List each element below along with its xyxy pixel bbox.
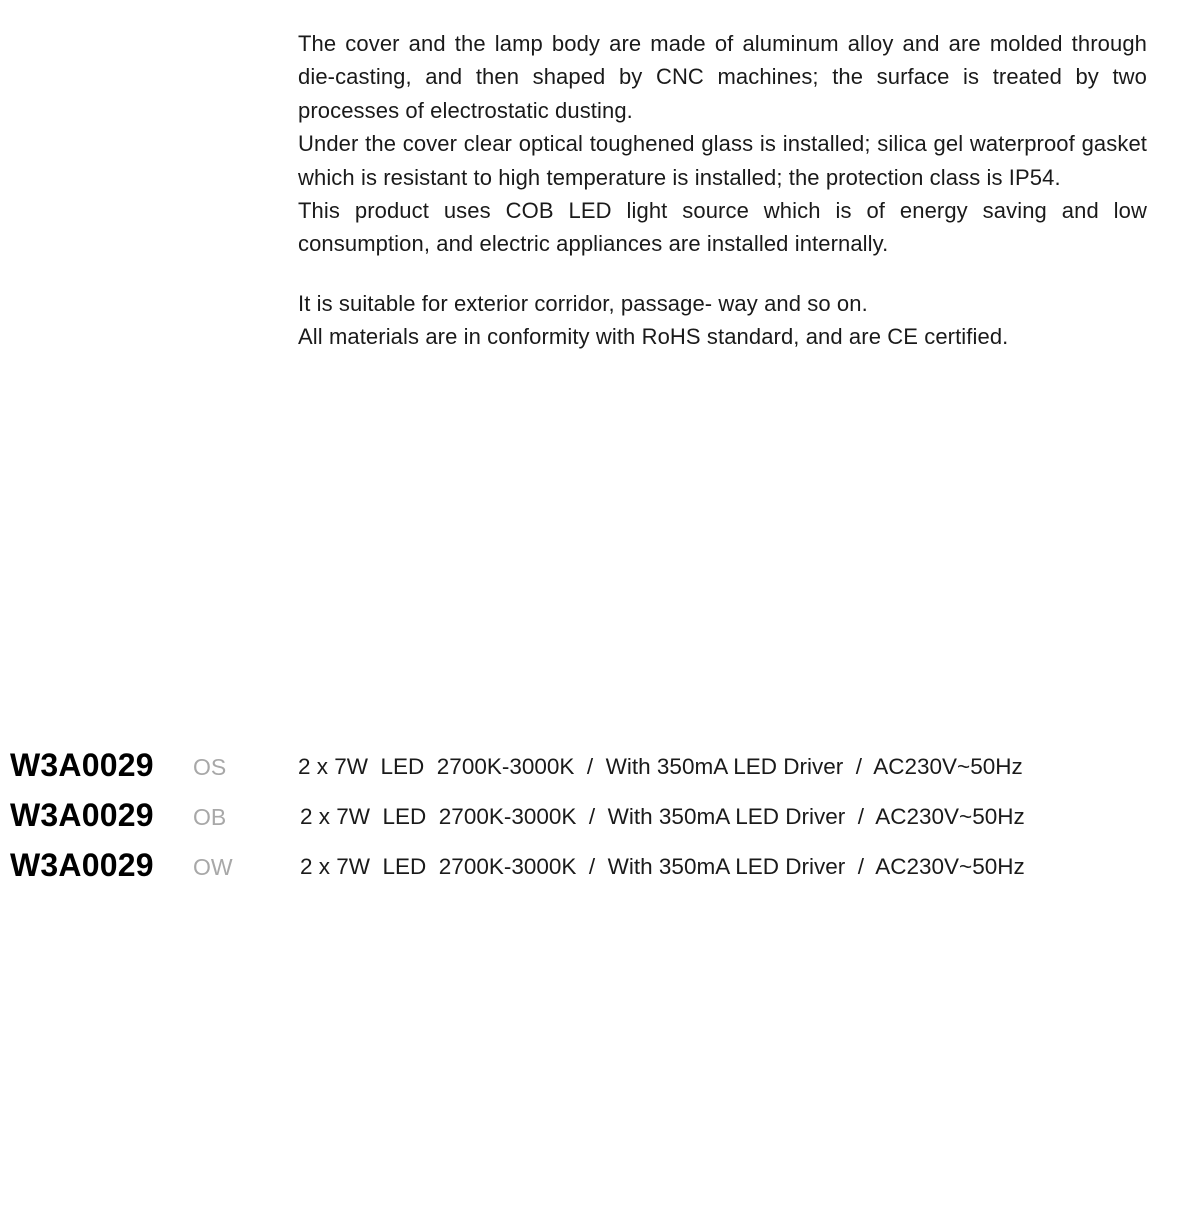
description-usage: It is suitable for exterior corridor, passage- way and so on.: [298, 290, 868, 316]
model-row: [10, 743, 1180, 793]
description-paragraph-construction: The cover and the lamp body are made of aluminum alloy and are molded through die-casting, and then shaped by CNC machines; the surface is treated by two processes of electrostatic dusting.: [298, 31, 1147, 123]
description-certification: All materials are in conformity with RoHS standard, and are CE certified.: [298, 324, 1009, 350]
model-variant: OW: [193, 854, 233, 880]
product-description: [298, 27, 1147, 354]
model-variant: OS: [193, 754, 227, 780]
model-code: W3A0029: [10, 797, 154, 833]
model-code: W3A0029: [10, 847, 154, 883]
description-paragraph-glass: Under the cover clear optical toughened glass is installed; silica gel waterproof gasket which is resistant to high temperature is installed; the protection class is IP54.: [298, 131, 1147, 190]
model-code: W3A0029: [10, 747, 154, 783]
description-paragraph-light-source: This product uses COB LED light source which is of energy saving and low consumption, and electric appliances are installed internally.: [298, 198, 1147, 257]
model-variant: OB: [193, 804, 227, 830]
model-row: [10, 793, 1180, 843]
paragraph-spacer: [298, 261, 1147, 287]
model-spec: 2 x 7W LED 2700K-3000K / With 350mA LED Driver / AC230V~50Hz: [300, 854, 1025, 879]
model-list: [10, 743, 1180, 893]
model-spec: 2 x 7W LED 2700K-3000K / With 350mA LED Driver / AC230V~50Hz: [300, 804, 1025, 829]
model-spec: 2 x 7W LED 2700K-3000K / With 350mA LED Driver / AC230V~50Hz: [298, 754, 1023, 779]
model-row: [10, 843, 1180, 893]
